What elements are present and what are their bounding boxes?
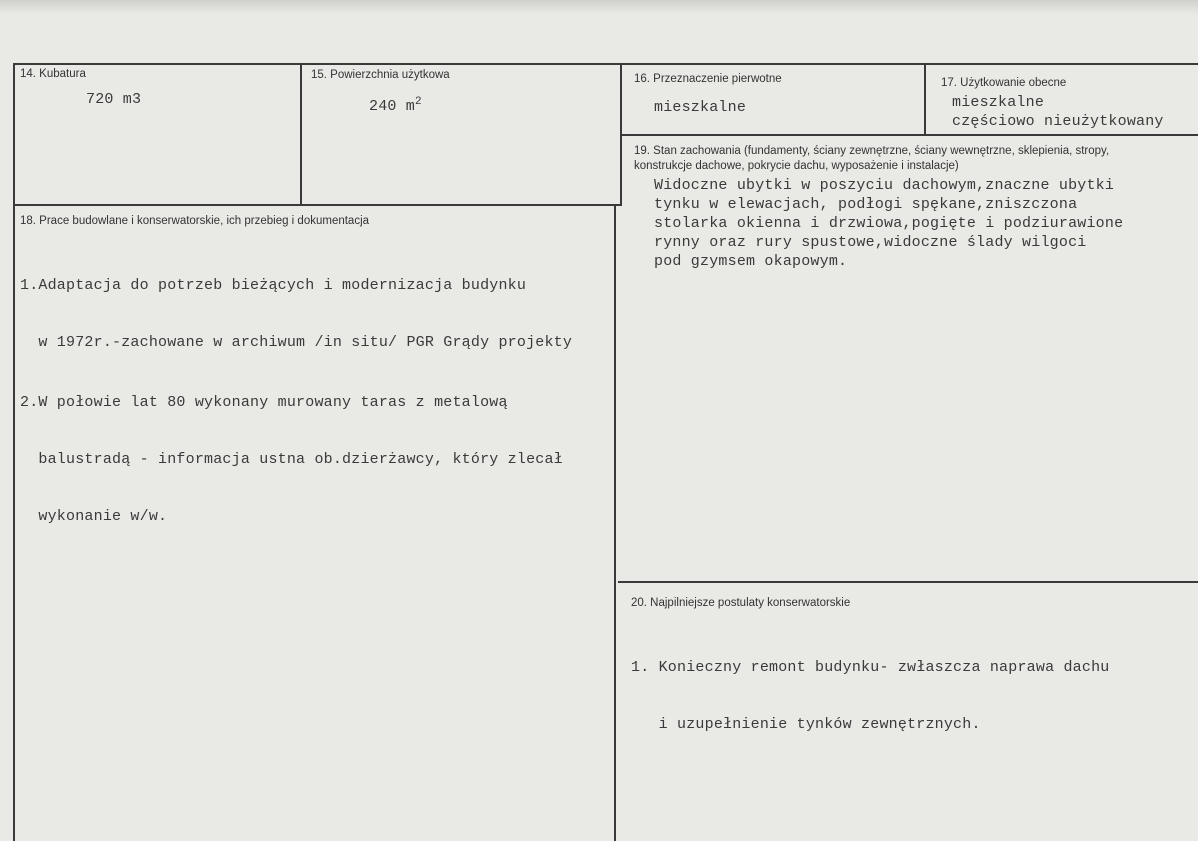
grid-line-center	[620, 63, 622, 205]
field-19-label: 19. Stan zachowania (fundamenty, ściany zewnętrzne, ściany wewnętrzne, sklepienia, stropy, konstrukcje dachowe, pokrycie dachu, wyposażenie i instalacje)	[634, 145, 1110, 172]
field-18-line: 1.Adaptacja do potrzeb bieżących i modernizacja budynku	[20, 277, 527, 294]
grid-line-left-mid	[13, 204, 622, 206]
field-20-line: i uzupełnienie tynków zewnętrznych.	[631, 716, 981, 733]
field-19-line: tynku w elewacjach, podłogi spękane,zniszczona	[654, 196, 1078, 213]
grid-line-right-mid	[622, 134, 1198, 136]
field-16-value: mieszkalne	[654, 99, 747, 116]
field-17-value	[952, 93, 1164, 131]
grid-line-center-lower	[614, 204, 616, 841]
field-18-line: w 1972r.-zachowane w archiwum /in situ/ PGR Grądy projekty	[20, 334, 573, 351]
field-15-value-exponent: 2	[415, 96, 422, 108]
card-top-edge	[0, 0, 1198, 14]
field-18-line: wykonanie w/w.	[20, 508, 168, 525]
field-19-line: rynny oraz rury spustowe,widoczne ślady wilgoci	[654, 234, 1087, 251]
field-18-line: balustradą - informacja ustna ob.dzierżawcy, który zlecał	[20, 451, 563, 468]
field-17-line: mieszkalne	[952, 94, 1045, 111]
field-18-value	[20, 238, 572, 545]
field-18-label: 18. Prace budowlane i konserwatorskie, ich przebieg i dokumentacja	[20, 215, 370, 227]
field-16-label: 16. Przeznaczenie pierwotne	[634, 73, 782, 85]
field-17-line: częściowo nieużytkowany	[952, 113, 1164, 130]
field-15-value-wrap	[369, 96, 422, 115]
field-19-value	[654, 176, 1123, 271]
field-20-label: 20. Najpilniejsze postulaty konserwatorskie	[631, 597, 851, 609]
field-15-label: 15. Powierzchnia użytkowa	[311, 69, 450, 81]
field-15-value: 240 m	[369, 98, 416, 115]
field-19-line: stolarka okienna i drzwiowa,pogięte i podziurawione	[654, 215, 1124, 232]
grid-line-left-edge	[13, 63, 15, 841]
field-17-label: 17. Użytkowanie obecne	[941, 77, 1067, 89]
field-14-value: 720 m3	[86, 91, 142, 108]
field-19-line: pod gzymsem okapowym.	[654, 253, 848, 270]
field-20-value	[631, 620, 1109, 753]
field-14-label: 14. Kubatura	[20, 68, 86, 80]
grid-line-16-17	[924, 63, 926, 135]
field-19-line: Widoczne ubytki w poszyciu dachowym,znaczne ubytki	[654, 177, 1115, 194]
field-20-line: 1. Konieczny remont budynku- zwłaszcza naprawa dachu	[631, 659, 1110, 676]
grid-line-14-15	[300, 63, 302, 205]
grid-line-right-lower	[618, 581, 1198, 583]
grid-line-top	[13, 63, 1198, 65]
field-18-line: 2.W połowie lat 80 wykonany murowany taras z metalową	[20, 394, 508, 411]
